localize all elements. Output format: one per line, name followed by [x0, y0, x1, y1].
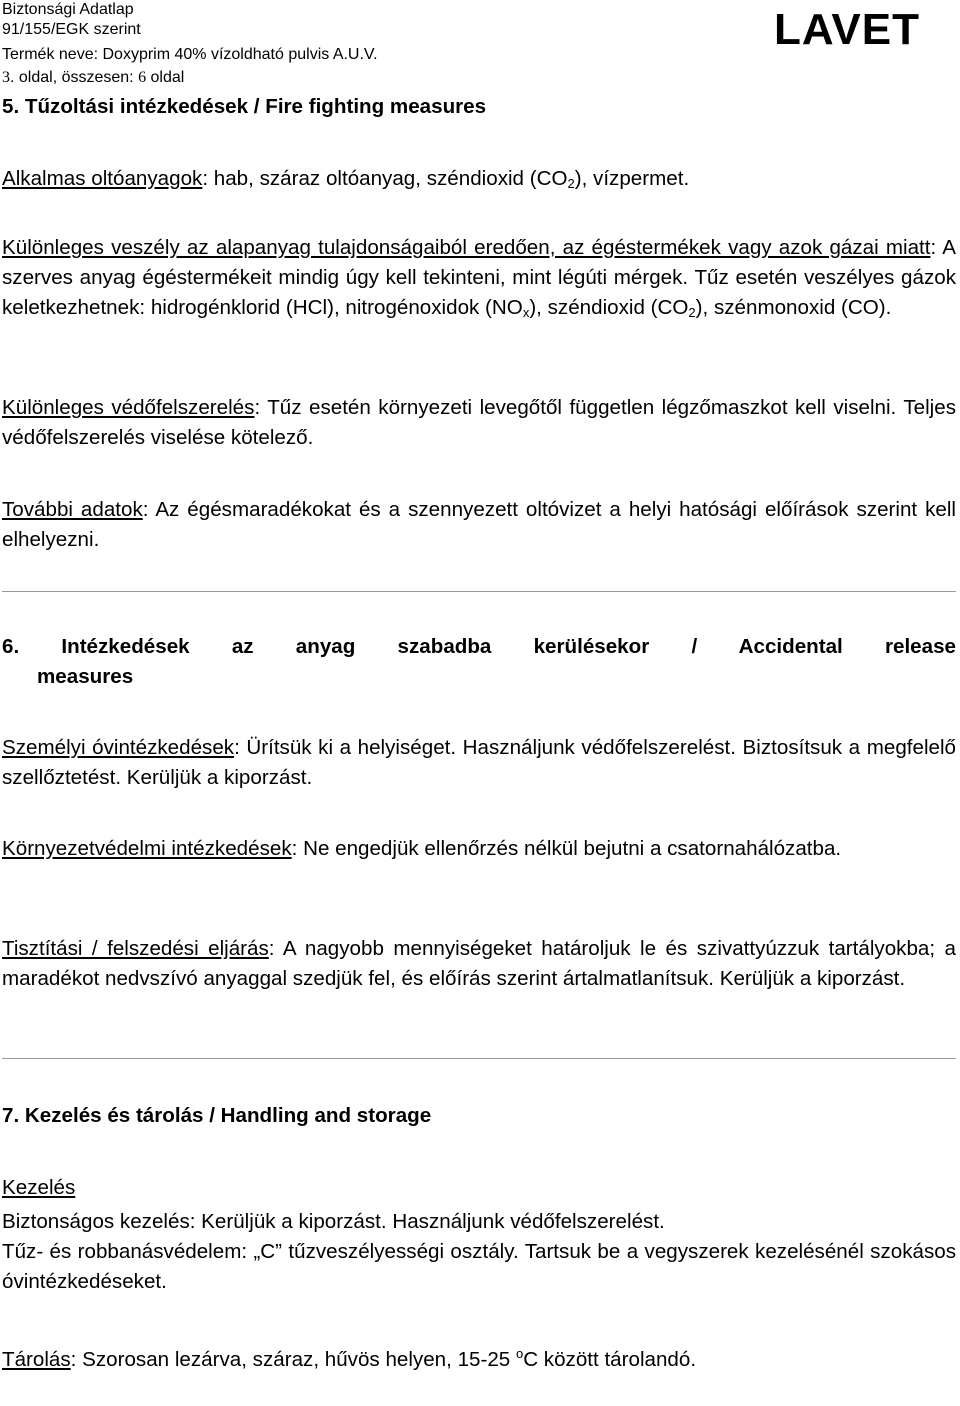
section-6-heading: 6. Intézkedések az anyag szabadba kerülésekor / Accidental release	[2, 635, 956, 658]
product-name: Termék neve: Doxyprim 40% vízoldható pulvis A.U.V.	[2, 46, 378, 63]
s7-storage	[2, 1339, 956, 1375]
page-indicator	[2, 68, 184, 88]
s5-p1-label: Alkalmas oltóanyagok	[2, 167, 203, 190]
s7-safe-handling: Biztonságos kezelés: Kerüljük a kiporzást. Használjunk védőfelszerelést.	[2, 1210, 665, 1233]
section-divider	[2, 591, 956, 592]
s6-p3-label: Tisztítási / felszedési eljárás	[2, 937, 269, 960]
s5-p2-label: Különleges veszély az alapanyag tulajdonságaiból eredően, az égéstermékek vagy azok gázai miatt	[2, 236, 931, 259]
section-5-heading: 5. Tűzoltási intézkedések / Fire fighting measures	[2, 95, 487, 118]
s5-extinguishing-media	[2, 164, 956, 199]
section-divider	[2, 1058, 956, 1059]
s6-environmental-precautions	[2, 834, 956, 864]
s6-p1-text: : Ürítsük ki a helyiséget. Használjunk védőfelszerelést. Biztosítsuk a megfelelő szellőztetést. Kerüljük a kiporzást.	[2, 736, 957, 789]
s5-p4-text: : Az égésmaradékokat és a szennyezett oltóvizet a helyi hatósági előírások szerint kell elhelyezni.	[2, 498, 956, 551]
s5-protective-equipment	[2, 393, 956, 453]
s5-p3-text: : Tűz esetén környezeti levegőtől független légzőmaszkot kell viselni. Teljes védőfelszerelés viselése kötelező.	[2, 396, 956, 449]
s5-p4-label: További adatok	[2, 498, 143, 521]
s7-p3-text-end: C között tárolandó.	[523, 1348, 697, 1371]
page-total: 6	[138, 69, 147, 86]
page-suffix: oldal	[146, 69, 185, 86]
page-number: 3	[2, 69, 10, 86]
s5-p2-text-end: ), szénmonoxid (CO).	[695, 296, 892, 319]
s5-p2-text: : A szerves anyag égéstermékeit mindig úgy kell tekinteni, mint légúti mérgek. Tűz esetén veszélyes gázok keletkezhetnek: hidrogénklorid (HCl), nitrogénoxidok (NO	[2, 236, 956, 319]
s5-special-hazards	[2, 233, 956, 328]
section-6-heading-cont: measures	[37, 665, 134, 688]
s5-further-info	[2, 495, 956, 555]
s7-p3-label: Tárolás	[2, 1348, 71, 1371]
regulation-ref: 91/155/EGK szerint	[2, 21, 141, 38]
s5-p2-text-mid: ), széndioxid (CO	[529, 296, 689, 319]
s7-p3-text: : Szorosan lezárva, száraz, hűvös helyen, 15-25	[70, 1348, 516, 1371]
s6-cleanup-methods	[2, 934, 956, 994]
s6-personal-precautions	[2, 733, 956, 793]
s6-p3-text: : A nagyobb mennyiségeket határoljuk le és szivattyúzzuk tartályokba; a maradékot nedvszívó anyaggal szedjük fel, és előírás szerint ártalmatlanítsuk. Kerüljük a kiporzást.	[2, 937, 956, 990]
s5-p2-subscript-x: x	[522, 305, 530, 320]
s7-handling-subheading: Kezelés	[2, 1176, 76, 1199]
s7-fire-protection: Tűz- és robbanásvédelem: „C” tűzveszélyességi osztály. Tartsuk be a vegyszerek kezelésénél szokásos óvintézkedéseket.	[2, 1240, 956, 1293]
s7-p3-degree: o	[515, 1346, 524, 1361]
s5-p1-text-end: ), vízpermet.	[574, 167, 690, 190]
s5-p1-text: : hab, száraz oltóanyag, széndioxid (CO	[202, 167, 568, 190]
page-separator: . oldal, összesen:	[10, 69, 139, 86]
s6-p1-label: Személyi óvintézkedések	[2, 736, 235, 759]
s5-p1-subscript: 2	[567, 176, 575, 191]
s5-p2-subscript-2: 2	[688, 305, 696, 320]
section-7-heading: 7. Kezelés és tárolás / Handling and storage	[2, 1104, 432, 1127]
s6-p2-text: : Ne engedjük ellenőrzés nélkül bejutni a csatornahálózatba.	[291, 837, 842, 860]
doc-type-title: Biztonsági Adatlap	[2, 1, 134, 18]
s6-p2-label: Környezetvédelmi intézkedések	[2, 837, 292, 860]
s5-p3-label: Különleges védőfelszerelés	[2, 396, 255, 419]
company-logo: LAVET	[774, 5, 920, 54]
